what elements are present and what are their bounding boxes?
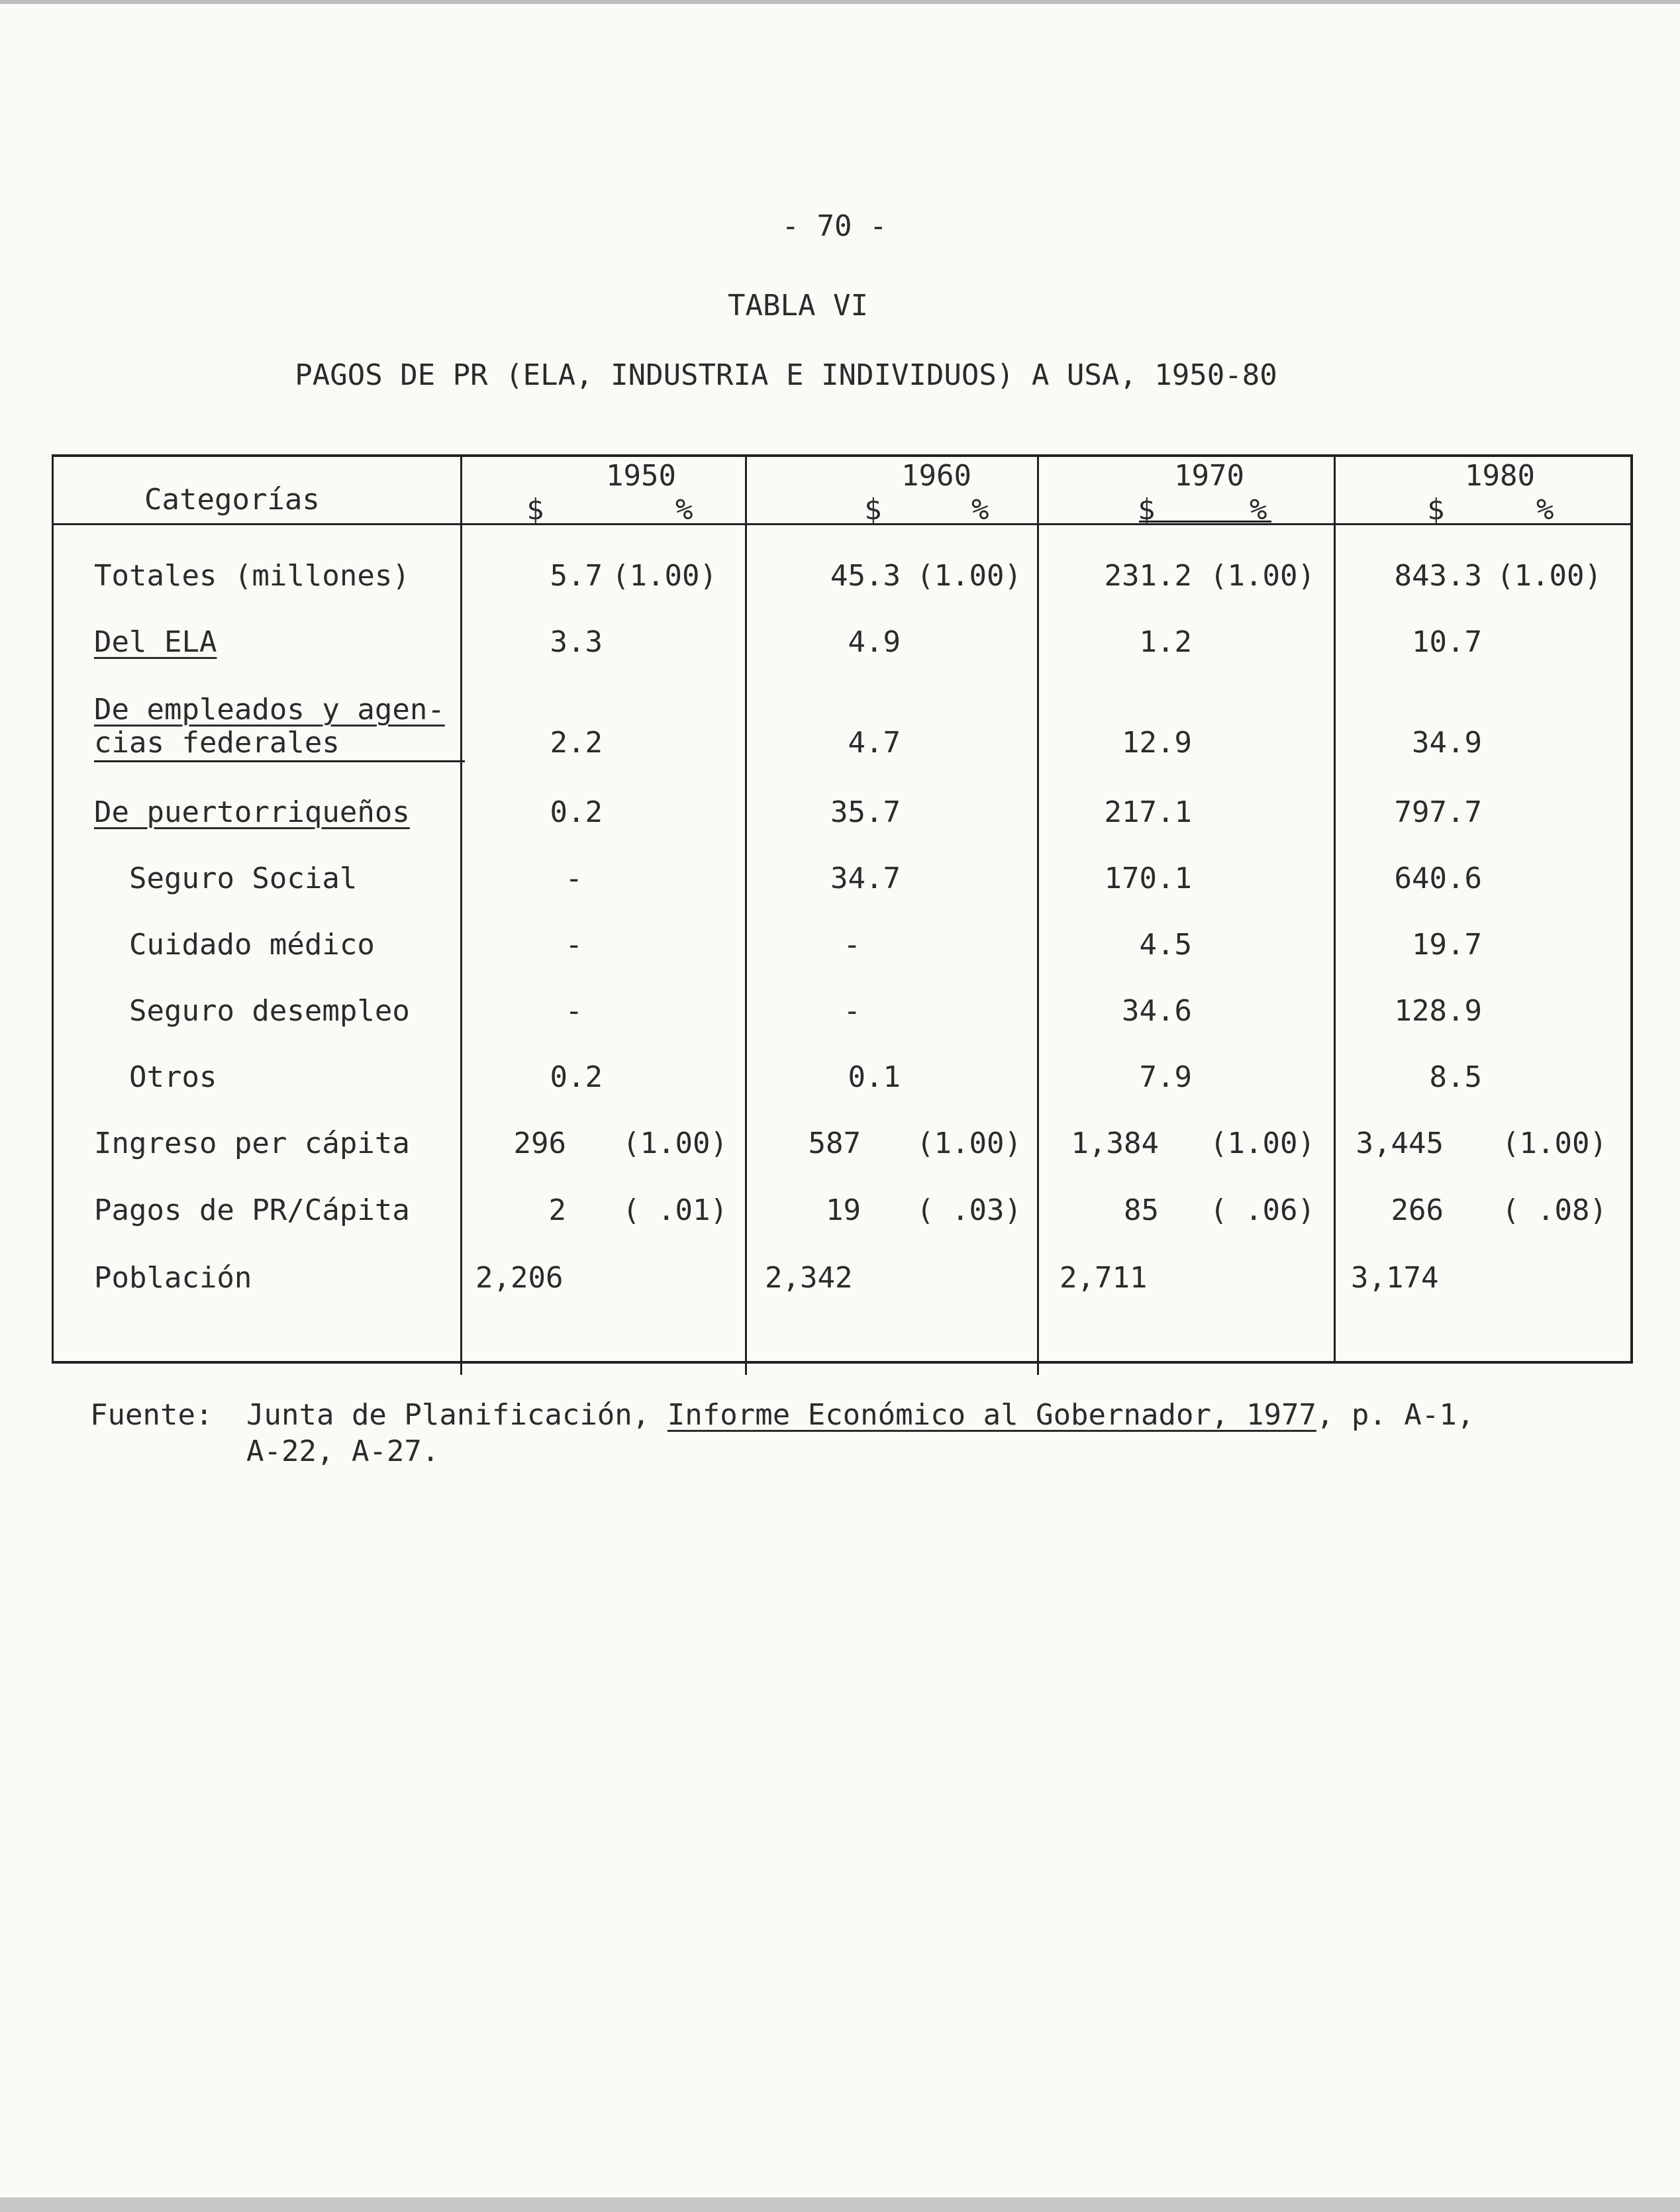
cell-poblacion-1970: 2,711 xyxy=(1060,1261,1148,1295)
year-header-1960: 1960 xyxy=(901,459,971,493)
column-divider-1980 xyxy=(1334,454,1336,1364)
percent-header-1980: % xyxy=(1536,493,1554,527)
cell-otros-1980: 8.5 xyxy=(1429,1060,1482,1094)
cell-ingreso-1980: 3,445 xyxy=(1356,1127,1444,1160)
percent-header-1970: % xyxy=(1250,493,1267,527)
cell-pagos-1960-pct: ( .03) xyxy=(916,1193,1022,1227)
cell-ingreso-1980-pct: (1.00) xyxy=(1502,1127,1607,1160)
cell-seguro-desempleo-1970: 34.6 xyxy=(1122,994,1192,1028)
cell-poblacion-1980: 3,174 xyxy=(1351,1261,1439,1295)
column-divider-1970 xyxy=(1037,454,1039,1375)
cell-del-ela-1950: 3.3 xyxy=(550,625,603,659)
cell-seguro-desempleo-1980: 128.9 xyxy=(1394,994,1482,1028)
label-federal-underline xyxy=(94,760,465,762)
cell-seguro-desempleo-1950: - xyxy=(565,994,583,1028)
table-label: TABLA VI xyxy=(728,289,868,323)
cell-federales-1980: 34.9 xyxy=(1412,726,1482,760)
cell-seguro-social-1960: 34.7 xyxy=(830,862,901,895)
cell-totales-1980-pct: (1.00) xyxy=(1497,559,1602,593)
header-bottom-border xyxy=(52,523,1633,525)
row-label-poblacion: Población xyxy=(94,1261,252,1295)
cell-del-ela-1970: 1.2 xyxy=(1139,625,1192,659)
page-number: - 70 - xyxy=(781,209,887,243)
cell-cuidado-medico-1950: - xyxy=(565,928,583,962)
source-author: Junta de Planificación, xyxy=(246,1398,650,1432)
cell-poblacion-1960: 2,342 xyxy=(765,1261,853,1295)
row-label-seguro-desempleo: Seguro desempleo xyxy=(129,994,410,1028)
table-left-border xyxy=(52,454,54,1364)
table-right-border xyxy=(1630,454,1633,1364)
cell-totales-1960: 45.3 xyxy=(830,559,901,593)
row-label-del-ela: Del ELA xyxy=(94,625,217,659)
percent-header-1950: % xyxy=(675,493,693,527)
cell-seguro-social-1970: 170.1 xyxy=(1104,862,1192,895)
row-label-puertorriquenos: De puertorriqueños xyxy=(94,795,410,829)
source-label: Fuente: xyxy=(90,1398,213,1432)
cell-pagos-1950: 2 xyxy=(548,1193,566,1227)
scan-top-edge xyxy=(0,0,1680,4)
row-label-pagos-per-capita: Pagos de PR/Cápita xyxy=(94,1193,410,1227)
source-pages: , p. A-1, xyxy=(1316,1398,1475,1432)
year-header-1950: 1950 xyxy=(606,459,676,493)
cell-otros-1960: 0.1 xyxy=(848,1060,901,1094)
cell-del-ela-1980: 10.7 xyxy=(1412,625,1482,659)
cell-seguro-social-1950: - xyxy=(565,862,583,895)
row-label-federales-line2: cias federales xyxy=(94,726,340,760)
year-header-1980: 1980 xyxy=(1465,459,1535,493)
row-label-otros: Otros xyxy=(129,1060,217,1094)
cell-pagos-1980: 266 xyxy=(1391,1193,1444,1227)
cell-pagos-1950-pct: ( .01) xyxy=(622,1193,728,1227)
cell-pagos-1970: 85 xyxy=(1124,1193,1159,1227)
categories-header: Categorías xyxy=(144,483,320,517)
cell-poblacion-1950: 2,206 xyxy=(475,1261,564,1295)
cell-federales-1960: 4.7 xyxy=(848,726,901,760)
cell-ingreso-1960-pct: (1.00) xyxy=(916,1127,1022,1160)
cell-ingreso-1970-pct: (1.00) xyxy=(1210,1127,1315,1160)
cell-totales-1950: 5.7 xyxy=(550,559,603,593)
cell-ingreso-1950: 296 xyxy=(513,1127,566,1160)
cell-totales-1970: 231.2 xyxy=(1104,559,1192,593)
cell-puertorriquenos-1950: 0.2 xyxy=(550,795,603,829)
table-title: PAGOS DE PR (ELA, INDUSTRIA E INDIVIDUOS) A USA, 1950-80 xyxy=(295,358,1277,392)
cell-puertorriquenos-1980: 797.7 xyxy=(1394,795,1482,829)
cell-totales-1960-pct: (1.00) xyxy=(916,559,1022,593)
row-label-federales-line1: De empleados y agen- xyxy=(94,693,445,727)
row-label-ingreso-per-capita: Ingreso per cápita xyxy=(94,1127,410,1160)
cell-del-ela-1960: 4.9 xyxy=(848,625,901,659)
cell-seguro-desempleo-1960: - xyxy=(843,994,861,1028)
percent-header-1960: % xyxy=(971,493,989,527)
cell-pagos-1970-pct: ( .06) xyxy=(1210,1193,1315,1227)
row-label-cuidado-medico: Cuidado médico xyxy=(129,928,375,962)
cell-otros-1970: 7.9 xyxy=(1139,1060,1192,1094)
column-divider-1960 xyxy=(745,454,747,1375)
cell-otros-1950: 0.2 xyxy=(550,1060,603,1094)
cell-puertorriquenos-1970: 217.1 xyxy=(1104,795,1192,829)
cell-ingreso-1950-pct: (1.00) xyxy=(622,1127,728,1160)
cell-cuidado-medico-1960: - xyxy=(843,928,861,962)
cell-totales-1950-pct: (1.00) xyxy=(612,559,717,593)
cell-seguro-social-1980: 640.6 xyxy=(1394,862,1482,895)
row-label-seguro-social: Seguro Social xyxy=(129,862,358,895)
table-bottom-border xyxy=(52,1361,1633,1364)
dollar-header-1970: $ xyxy=(1138,493,1156,527)
table-top-border xyxy=(52,454,1633,457)
source-line1 xyxy=(246,1398,1475,1432)
cell-puertorriquenos-1960: 35.7 xyxy=(830,795,901,829)
row-label-totales: Totales (millones) xyxy=(94,559,410,593)
cell-ingreso-1970: 1,384 xyxy=(1071,1127,1159,1160)
cell-cuidado-medico-1980: 19.7 xyxy=(1412,928,1482,962)
year-header-1970: 1970 xyxy=(1174,459,1244,493)
source-report-title: Informe Económico al Gobernador, 1977 xyxy=(667,1398,1316,1432)
cell-cuidado-medico-1970: 4.5 xyxy=(1139,928,1192,962)
cell-pagos-1980-pct: ( .08) xyxy=(1502,1193,1607,1227)
dollar-header-1980: $ xyxy=(1427,493,1445,527)
dollar-header-1950: $ xyxy=(526,493,544,527)
cell-ingreso-1960: 587 xyxy=(808,1127,861,1160)
cell-pagos-1960: 19 xyxy=(826,1193,861,1227)
source-pages-line2: A-22, A-27. xyxy=(246,1434,440,1468)
cell-totales-1980: 843.3 xyxy=(1394,559,1482,593)
dollar-header-1960: $ xyxy=(864,493,882,527)
cell-totales-1970-pct: (1.00) xyxy=(1210,559,1315,593)
column-divider-1950 xyxy=(460,454,462,1375)
cell-federales-1970: 12.9 xyxy=(1122,726,1192,760)
scan-bottom-edge xyxy=(0,2197,1680,2212)
cell-federales-1950: 2.2 xyxy=(550,726,603,760)
